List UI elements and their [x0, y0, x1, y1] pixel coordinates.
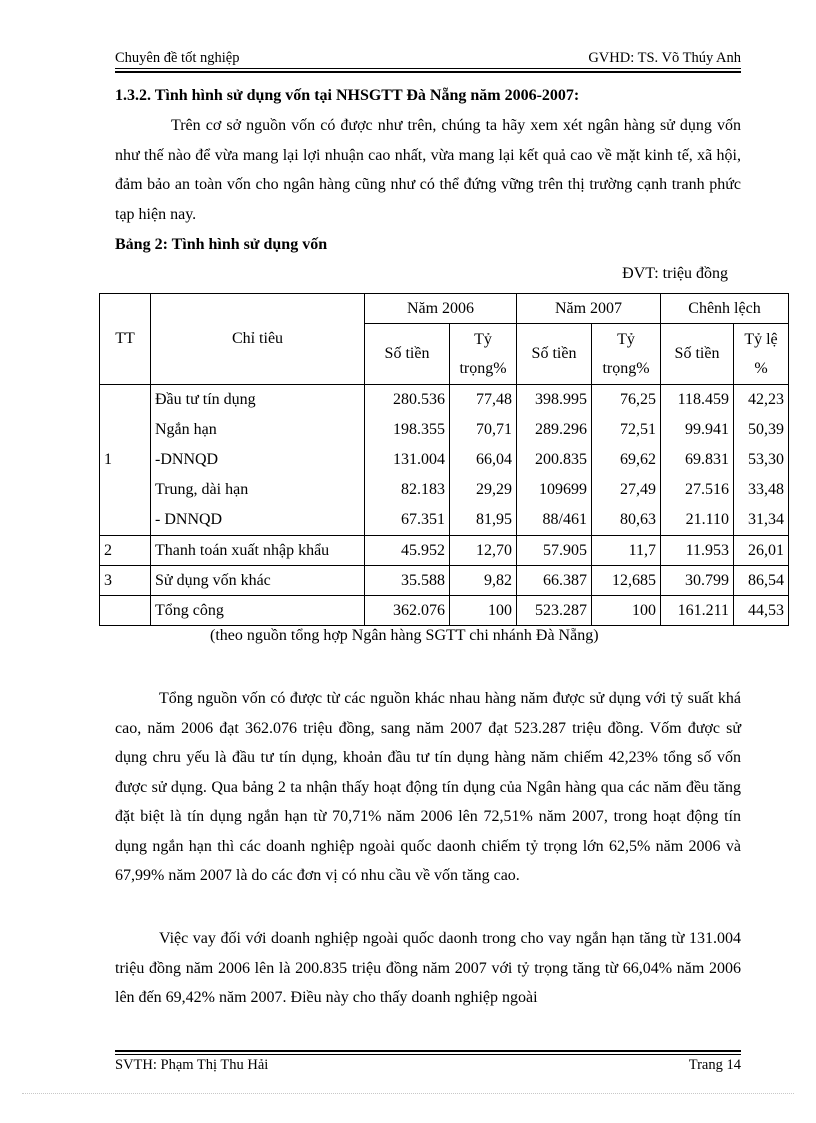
- group-1-tt-label: 1: [104, 451, 112, 468]
- header-so-tien-chenh-lech: Số tiền: [661, 324, 734, 385]
- total-name: Tổng công: [151, 596, 365, 626]
- row-3-name: Sử dụng vốn khác: [151, 566, 365, 596]
- total-stcl: 161.211: [661, 596, 734, 626]
- header-pct-label: %: [754, 360, 768, 377]
- cell-value: 131.004: [393, 451, 445, 468]
- cell-value: 31,34: [748, 511, 784, 528]
- row-2-tl: 26,01: [734, 536, 789, 566]
- header-chi-tieu: Chỉ tiêu: [151, 294, 365, 385]
- group-1-tt: [100, 385, 151, 536]
- cell-value: 109699: [539, 481, 587, 498]
- row-3-st07: 66.387: [517, 566, 592, 596]
- total-tl: 44,53: [734, 596, 789, 626]
- header-chenh-lech: Chênh lệch: [661, 294, 789, 324]
- cell-value: 29,29: [476, 481, 512, 498]
- header-ty-trong-2007: [592, 324, 661, 385]
- group-1-ty-trong-2006: [450, 385, 517, 536]
- group-1-names: [151, 385, 365, 536]
- footer-rule-thick: [115, 1050, 741, 1052]
- cell-value: 118.459: [677, 391, 729, 408]
- row-name: Ngắn hạn: [155, 421, 217, 438]
- table-header-row-1: [100, 294, 789, 324]
- header-ty-le: [734, 324, 789, 385]
- header-rule-thick: [115, 71, 741, 73]
- cell-value: 82.183: [401, 481, 445, 498]
- cell-value: 70,71: [476, 421, 512, 438]
- table-row-3: [100, 566, 789, 596]
- cell-value: 21.110: [685, 511, 729, 528]
- footer-right: Trang 14: [688, 1057, 741, 1073]
- row-2-st07: 57.905: [517, 536, 592, 566]
- table-row-total: [100, 596, 789, 626]
- cell-value: 280.536: [393, 391, 445, 408]
- table-source-note: (theo nguồn tổng hợp Ngân hàng SGTT chi nhánh Đà Nẵng): [210, 627, 599, 644]
- total-tt07: 100: [592, 596, 661, 626]
- header-rule-thin: [115, 68, 741, 69]
- header-ty-label: Tỷ: [617, 331, 635, 348]
- table-title: Bảng 2: Tình hình sử dụng vốn: [115, 236, 328, 253]
- footer-left: SVTH: Phạm Thị Thu Hải: [115, 1057, 269, 1073]
- cell-value: 69.831: [685, 451, 729, 468]
- cell-value: 67.351: [401, 511, 445, 528]
- cell-value: 72,51: [620, 421, 656, 438]
- group-1-so-tien-2007: [517, 385, 592, 536]
- paragraph-2: Tổng nguồn vốn có được từ các nguồn khác nhau hàng năm được sử dụng với tỷ suất khá cao, năm 2006 đạt 362.076 triệu đồng, sang năm 2007 đạt 523.287 triệu đồng. Vốm được sử dụng chru yếu là đầu tư tín dụng, khoản đầu tư tín dụng hàng năm chiếm 42,23% tổng số vốn được sử dụng. Qua bảng 2 ta nhận thấy hoạt động tín dụng của Ngân hàng qua các năm đều tăng đặt biệt là tín dụng ngắn hạn từ 70,71% năm 2006 lên 72,51% năm 2007, trong hoạt động tín dụng ngắn hạn thì các doanh nghiệp ngoài quốc daonh chiếm tỷ trọng lớn 62,5% năm 2006 và 67,99% năm 2007 là do các đơn vị có nhu cầu về vốn tăng cao.: [115, 690, 741, 884]
- row-2-st06: 45.952: [365, 536, 450, 566]
- cell-value: 33,48: [748, 481, 784, 498]
- row-name: Đầu tư tín dụng: [155, 391, 256, 408]
- total-tt: [100, 596, 151, 626]
- cell-value: 42,23: [748, 391, 784, 408]
- cell-value: 398.995: [535, 391, 587, 408]
- unit-label: ĐVT: triệu đồng: [622, 265, 728, 282]
- cell-value: 200.835: [535, 451, 587, 468]
- row-2-name: Thanh toán xuất nhập khẩu: [151, 536, 365, 566]
- header-ty-trong-2006: [450, 324, 517, 385]
- total-st06: 362.076: [365, 596, 450, 626]
- footer-rule-thin: [115, 1054, 741, 1055]
- page-footer: [115, 1057, 741, 1075]
- row-name: -DNNQD: [155, 451, 219, 468]
- page-break-dotted-line: [22, 1093, 794, 1094]
- row-2-tt: 2: [100, 536, 151, 566]
- cell-value: 66,04: [476, 451, 512, 468]
- cell-value: 77,48: [476, 391, 512, 408]
- row-3-tt07: 12,685: [592, 566, 661, 596]
- row-3-tt06: 9,82: [450, 566, 517, 596]
- group-1-so-tien-2006: [365, 385, 450, 536]
- paragraph-1: Trên cơ sở nguồn vốn có được như trên, chúng ta hãy xem xét ngân hàng sử dụng vốn như thế nào để vừa mang lại lợi nhuận cao nhất, vừa mang lại kết quả cao về mặt kinh tế, xã hội, đảm bảo an toàn vốn cho ngân hàng cũng như có thể đứng vững trên thị trường cạnh tranh phức tạp hiện nay.: [115, 117, 741, 223]
- cell-value: 27.516: [685, 481, 729, 498]
- row-name: Trung, dài hạn: [155, 481, 249, 498]
- page-header: [115, 50, 741, 68]
- header-nam-2007: Năm 2007: [517, 294, 661, 324]
- header-tt: TT: [100, 294, 151, 385]
- row-2-tt07: 11,7: [592, 536, 661, 566]
- group-1-ty-trong-2007: [592, 385, 661, 536]
- row-3-tl: 86,54: [734, 566, 789, 596]
- total-st07: 523.287: [517, 596, 592, 626]
- section-title: 1.3.2. Tình hình sử dụng vốn tại NHSGTT Đà Nẵng năm 2006-2007:: [115, 87, 580, 104]
- header-so-tien-2007: Số tiền: [517, 324, 592, 385]
- group-1-so-tien-chenh-lech: [661, 385, 734, 536]
- row-2-tt06: 12,70: [450, 536, 517, 566]
- cell-value: 81,95: [476, 511, 512, 528]
- cell-value: 198.355: [393, 421, 445, 438]
- table-row-group-1: [100, 385, 789, 536]
- row-name: - DNNQD: [155, 511, 223, 528]
- cell-value: 99.941: [685, 421, 729, 438]
- table-row-2: [100, 536, 789, 566]
- cell-value: 289.296: [535, 421, 587, 438]
- row-3-stcl: 30.799: [661, 566, 734, 596]
- cell-value: 69,62: [620, 451, 656, 468]
- cell-value: 50,39: [748, 421, 784, 438]
- cell-value: 76,25: [620, 391, 656, 408]
- header-left: Chuyên đề tốt nghiệp: [115, 50, 240, 66]
- total-tt06: 100: [450, 596, 517, 626]
- header-ty-le-label: Tỷ lệ: [744, 331, 778, 348]
- paragraph-3: Việc vay đối với doanh nghiệp ngoài quốc daonh trong cho vay ngắn hạn tăng từ 131.004 triệu đồng năm 2006 lên là 200.835 triệu đồng năm 2007 với tỷ trọng tăng từ 66,04% năm 2006 lên đến 69,42% năm 2007. Điều này cho thấy doanh nghiệp ngoài: [115, 930, 741, 1006]
- row-3-tt: 3: [100, 566, 151, 596]
- header-trong-label: trọng%: [459, 360, 507, 377]
- header-right: GVHD: TS. Võ Thúy Anh: [588, 50, 741, 66]
- cell-value: 27,49: [620, 481, 656, 498]
- group-1-ty-le: [734, 385, 789, 536]
- header-trong-label: trọng%: [602, 360, 650, 377]
- row-2-stcl: 11.953: [661, 536, 734, 566]
- capital-usage-table: [99, 293, 789, 626]
- cell-value: 80,63: [620, 511, 656, 528]
- cell-value: 53,30: [748, 451, 784, 468]
- header-so-tien-2006: Số tiền: [365, 324, 450, 385]
- row-3-st06: 35.588: [365, 566, 450, 596]
- header-ty-label: Tỷ: [474, 331, 492, 348]
- header-nam-2006: Năm 2006: [365, 294, 517, 324]
- cell-value: 88/461: [542, 511, 587, 528]
